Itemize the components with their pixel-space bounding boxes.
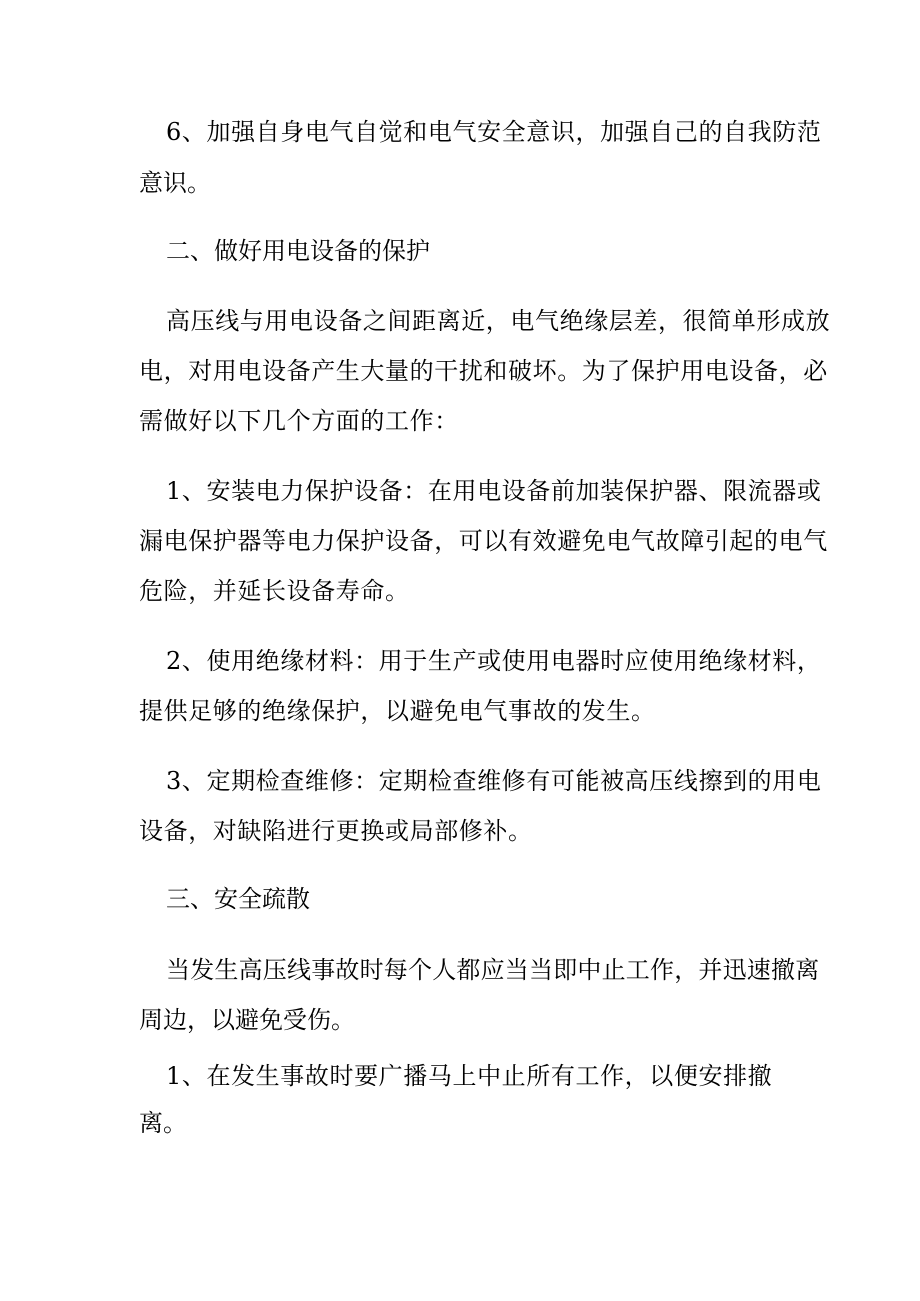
paragraph-line: 周边，以避免受伤。 — [139, 1006, 355, 1034]
paragraph-line: 2、使用绝缘材料：用于生产或使用电器时应使用绝缘材料， — [166, 647, 822, 675]
paragraph-line: 当发生高压线事故时每个人都应当当即中止工作，并迅速撤离 — [166, 956, 820, 984]
section-heading: 二、做好用电设备的保护 — [166, 237, 430, 265]
paragraph-line: 电，对用电设备产生大量的干扰和破坏。为了保护用电设备，必 — [139, 357, 828, 385]
paragraph-line: 高压线与用电设备之间距离近，电气绝缘层差，很简单形成放 — [166, 307, 831, 335]
section-heading: 三、安全疏散 — [166, 885, 310, 913]
paragraph-line: 离。 — [139, 1109, 187, 1137]
paragraph-line: 6、加强自身电气自觉和电气安全意识，加强自己的自我防范 — [166, 118, 822, 146]
paragraph-line: 1、在发生事故时要广播马上中止所有工作，以便安排撤 — [166, 1062, 773, 1090]
paragraph-line: 3、定期检查维修：定期检查维修有可能被高压线擦到的用电 — [166, 767, 822, 795]
paragraph-line: 意识。 — [139, 169, 211, 197]
paragraph-line: 危险，并延长设备寿命。 — [139, 577, 410, 605]
paragraph-line: 需做好以下几个方面的工作： — [139, 407, 459, 435]
paragraph-line: 设备，对缺陷进行更换或局部修补。 — [139, 817, 533, 845]
paragraph-line: 1、安装电力保护设备：在用电设备前加装保护器、限流器或 — [166, 477, 822, 505]
paragraph-line: 漏电保护器等电力保护设备，可以有效避免电气故障引起的电气 — [139, 527, 828, 555]
paragraph-line: 提供足够的绝缘保护，以避免电气事故的发生。 — [139, 697, 656, 725]
